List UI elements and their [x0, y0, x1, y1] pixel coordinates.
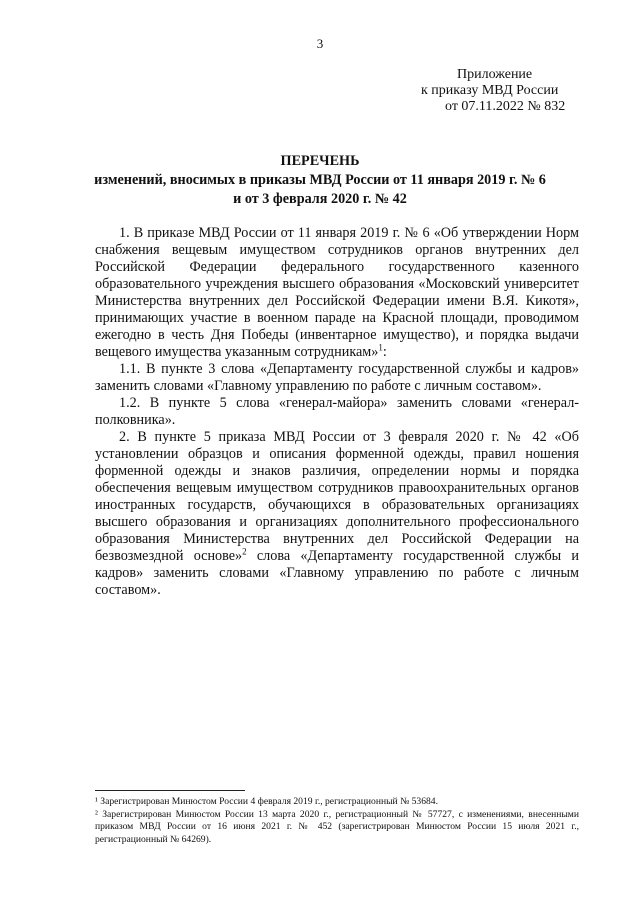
appendix-order-date-number: от 07.11.2022 № 832 — [445, 99, 566, 114]
footnote-2: ² Зарегистрирован Минюстом России 13 марта 2020 г., регистрационный № 57727, с изменениями, внесенными приказом МВД России от 16 июня 2021 г. № 452 (зарегистрирован Минюстом России 15 июля 2021 г., регистрационный № 64269). — [95, 808, 579, 845]
footnotes — [95, 796, 579, 846]
document-title — [50, 152, 590, 209]
paragraph-1-1: 1.1. В пункте 3 слова «Департаменту государственной службы и кадров» заменить словами «Главному управлению по работе с личным составом». — [95, 361, 579, 394]
paragraph-2-text-a: 2. В пункте 5 приказа МВД России от 3 февраля 2020 г. № 42 «Об установлении образцов и описания форменной одежды, правил ношения форменной одежды и знаков различия, определении нормы и порядка обеспечения вещевым имуществом сотрудников правоохранительных органов иностранных государств, обучающихся в образовательных организациях высшего образования и организациях дополнительного профессионального образования Министерства внутренних дел Российской Федерации на безвозмездной основе» — [95, 429, 579, 564]
title-heading: ПЕРЕЧЕНЬ — [280, 153, 360, 169]
paragraph-1 — [95, 225, 579, 361]
paragraph-1-2: 1.2. В пункте 5 слова «генерал-майора» заменить словами «генерал-полковника». — [95, 395, 579, 428]
title-line-2: изменений, вносимых в приказы МВД России от 11 января 2019 г. № 6 — [94, 172, 546, 188]
paragraph-2 — [95, 429, 579, 599]
title-line-3: и от 3 февраля 2020 г. № 42 — [233, 191, 407, 207]
footnote-ref-2: 2 — [242, 546, 247, 557]
footnote-ref-1: 1 — [378, 342, 383, 353]
appendix-order-ref: к приказу МВД России — [421, 83, 559, 98]
footnote-1: ¹ Зарегистрирован Минюстом России 4 февраля 2019 г., регистрационный № 53684. — [95, 796, 439, 807]
appendix-header — [405, 67, 585, 115]
page-number: 3 — [316, 36, 324, 51]
document-body — [95, 225, 579, 599]
appendix-label: Приложение — [457, 67, 533, 82]
paragraph-2-text-b: слова «Департаменту государственной службы и кадров» заменить словами «Главному управлению по работе с личным составом». — [95, 548, 580, 598]
paragraph-1-colon: : — [382, 344, 387, 360]
footnote-divider — [95, 790, 245, 791]
paragraph-1-text: 1. В приказе МВД России от 11 января 2019 г. № 6 «Об утверждении Норм снабжения вещевым имуществом сотрудников органов внутренних дел Российской Федерации федерального государственного казенного образовательного учреждения высшего образования «Московский университет Министерства внутренних дел Российской Федерации имени В.Я. Кикотя», принимающих участие в военном параде на Красной площади, проводимом ежегодно в честь Дня Победы (инвентарное имущество), и порядка выдачи вещевого имущества указанным сотрудникам» — [95, 225, 579, 360]
